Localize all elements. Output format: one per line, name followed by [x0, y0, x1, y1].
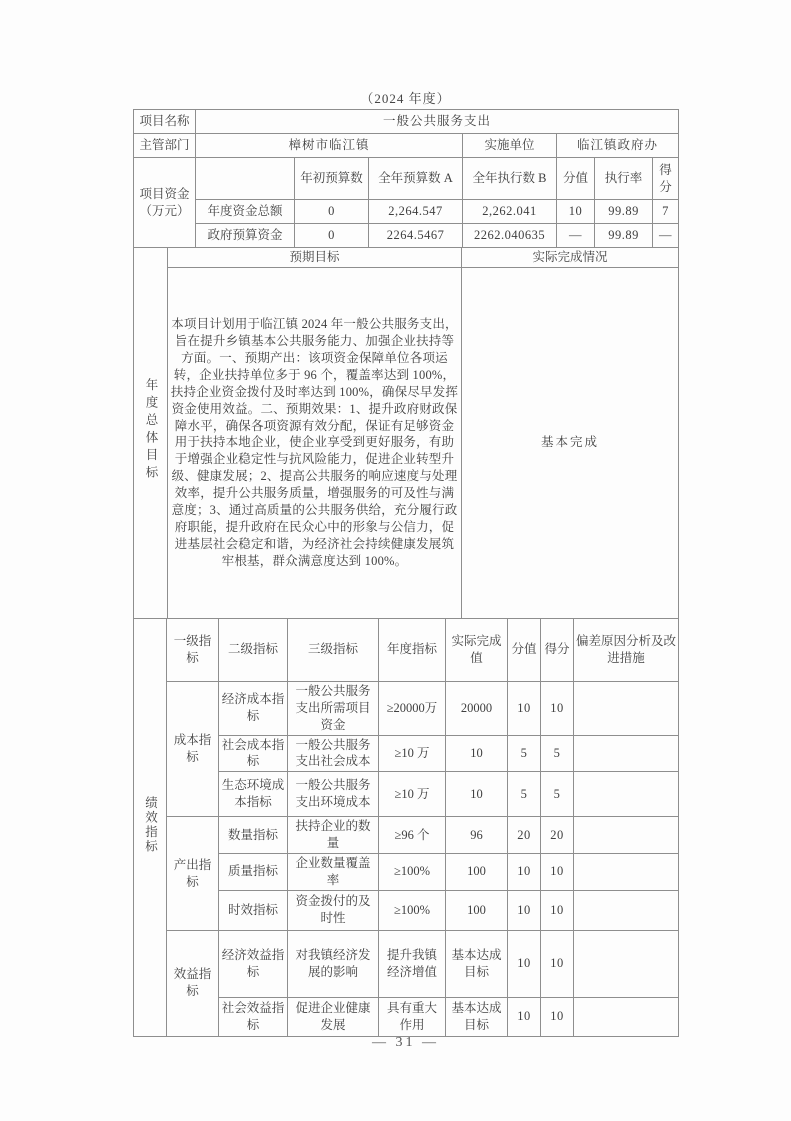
actual-completion-value: 10	[446, 772, 508, 817]
project-name-label: 项目名称	[134, 110, 196, 134]
deviation-cell	[574, 997, 679, 1036]
level1-cost: 成本指标	[167, 681, 219, 816]
score: 10	[541, 681, 574, 735]
annual-goal-label	[134, 248, 168, 619]
actual-completion-value: 20000	[446, 681, 508, 735]
score: 10	[541, 890, 574, 930]
project-name-value: 一般公共服务支出	[196, 110, 679, 134]
level2-indicator: 经济效益指标	[219, 930, 288, 997]
score-value: 10	[508, 854, 541, 891]
level2-indicator: 时效指标	[219, 890, 288, 930]
deviation-cell	[574, 890, 679, 930]
score: 5	[541, 735, 574, 772]
funding-initial-value: 0	[295, 224, 369, 248]
funding-execution-value: 2,262.041	[463, 200, 557, 224]
deviation-cell	[574, 735, 679, 772]
funding-budget-value: 2264.5467	[369, 224, 463, 248]
report-year-title: （2024 年度）	[360, 91, 451, 106]
header-score: 得分	[541, 618, 574, 681]
level2-indicator: 社会效益指标	[219, 997, 288, 1036]
score-value: 5	[508, 772, 541, 817]
indicator-row	[134, 817, 679, 854]
funding-header-execution: 全年执行数 B	[463, 158, 557, 200]
level2-indicator: 生态环境成本指标	[219, 772, 288, 817]
level2-indicator: 数量指标	[219, 817, 288, 854]
actual-completion-header: 实际完成情况	[462, 248, 679, 268]
annual-target-value: ≥100%	[379, 890, 446, 930]
annual-target-value: ≥10 万	[379, 735, 446, 772]
annual-target-value: ≥96 个	[379, 817, 446, 854]
header-score-value: 分值	[508, 618, 541, 681]
level2-indicator: 经济成本指标	[219, 681, 288, 735]
header-deviation: 偏差原因分析及改进措施	[574, 618, 679, 681]
level1-output: 产出指标	[167, 817, 219, 931]
funding-empty-cell	[196, 158, 295, 200]
funding-score-value: 10	[557, 200, 595, 224]
funding-rate-value: 99.89	[595, 200, 653, 224]
funding-score-value: —	[557, 224, 595, 248]
funding-rate-value: 99.89	[595, 224, 653, 248]
header-annual-target: 年度指标	[379, 618, 446, 681]
funding-header-budget: 全年预算数 A	[369, 158, 463, 200]
score: 10	[541, 930, 574, 997]
annual-target-value: 提升我镇经济增值	[379, 930, 446, 997]
deviation-cell	[574, 681, 679, 735]
implement-unit-value: 临江镇政府办	[557, 134, 679, 158]
department-value: 樟树市临江镇	[196, 134, 463, 158]
score: 20	[541, 817, 574, 854]
actual-completion-value: 96	[446, 817, 508, 854]
level3-indicator: 一般公共服务支出社会成本	[288, 735, 379, 772]
annual-goal-label-text: 年度总体目标	[143, 378, 158, 483]
funding-score: 7	[653, 200, 679, 224]
level2-indicator: 质量指标	[219, 854, 288, 891]
score-value: 5	[508, 735, 541, 772]
page-number: — 31 —	[372, 1035, 439, 1050]
score-value: 10	[508, 890, 541, 930]
actual-completion-value: 100	[446, 854, 508, 891]
deviation-cell	[574, 930, 679, 997]
funding-row-name: 政府预算资金	[196, 224, 295, 248]
expected-goal-header: 预期目标	[168, 248, 462, 268]
funding-initial-value: 0	[295, 200, 369, 224]
level3-indicator: 扶持企业的数量	[288, 817, 379, 854]
indicator-row	[134, 930, 679, 997]
level2-indicator: 社会成本指标	[219, 735, 288, 772]
funding-header-rate: 执行率	[595, 158, 653, 200]
score-value: 20	[508, 817, 541, 854]
score-value: 10	[508, 997, 541, 1036]
funding-label: 项目资金（万元）	[134, 158, 196, 248]
annual-target-value: ≥100%	[379, 854, 446, 891]
score-value: 10	[508, 930, 541, 997]
actual-completion-value: 10	[446, 735, 508, 772]
level3-indicator: 一般公共服务支出环境成本	[288, 772, 379, 817]
level1-benefit: 效益指标	[167, 930, 219, 1036]
actual-completion-text: 基本完成	[462, 267, 679, 618]
header-level2: 二级指标	[219, 618, 288, 681]
level3-indicator: 企业数量覆盖率	[288, 854, 379, 891]
expected-goal-text: 本项目计划用于临江镇 2024 年一般公共服务支出，旨在提升乡镇基本公共服务能力、加强企业扶持等方面。一、预期产出：该项资金保障单位各项运转，企业扶持单位多于 96 个，覆盖率达到 100%，扶持企业资金拨付及时率达到 100%，确保尽早发挥资金使用效益。二、预期效果：1、提升政府财政保障水平，确保各项资源有效分配，保证有足够资金用于扶持本地企业，使企业享受到更好服务，有助于增强企业稳定性与抗风险能力，促进企业转型升级、健康发展；2、提高公共服务的响应速度与处理效率，提升公共服务质量，增强服务的可及性与满意度；3、通过高质量的公共服务供给，充分履行政府职能，提升政府在民众心中的形象与公信力，促进基层社会稳定和谐，为经济社会持续健康发展筑牢根基，群众满意度达到 100%。	[168, 267, 462, 618]
annual-target-value: ≥10 万	[379, 772, 446, 817]
funding-header-score: 得分	[653, 158, 679, 200]
header-level1: 一级指标	[167, 618, 219, 681]
implement-unit-label: 实施单位	[463, 134, 557, 158]
indicators-header-row	[134, 618, 679, 681]
score: 5	[541, 772, 574, 817]
department-label: 主管部门	[134, 134, 196, 158]
funding-row-gov-budget	[134, 224, 679, 248]
funding-execution-value: 2262.040635	[463, 224, 557, 248]
level3-indicator: 促进企业健康发展	[288, 997, 379, 1036]
deviation-cell	[574, 854, 679, 891]
deviation-cell	[574, 817, 679, 854]
actual-completion-value: 基本达成目标	[446, 930, 508, 997]
performance-indicators-label-text: 绩效指标	[143, 795, 158, 854]
funding-score: —	[653, 224, 679, 248]
header-level3: 三级指标	[288, 618, 379, 681]
level3-indicator: 一般公共服务支出所需项目资金	[288, 681, 379, 735]
header-actual-value: 实际完成值	[446, 618, 508, 681]
score: 10	[541, 997, 574, 1036]
performance-indicators-label	[134, 618, 167, 1036]
funding-budget-value: 2,264.547	[369, 200, 463, 224]
annual-target-value: 具有重大作用	[379, 997, 446, 1036]
funding-row-total	[134, 200, 679, 224]
funding-header-score-value: 分值	[557, 158, 595, 200]
project-info-funding-table	[133, 109, 679, 248]
score: 10	[541, 854, 574, 891]
score-value: 10	[508, 681, 541, 735]
indicator-row	[134, 681, 679, 735]
performance-report-table	[133, 109, 678, 1037]
actual-completion-value: 100	[446, 890, 508, 930]
performance-indicators-table	[133, 618, 679, 1037]
level3-indicator: 资金拨付的及时性	[288, 890, 379, 930]
actual-completion-value: 基本达成目标	[446, 997, 508, 1036]
annual-target-value: ≥20000万	[379, 681, 446, 735]
funding-header-initial: 年初预算数	[295, 158, 369, 200]
funding-row-name: 年度资金总额	[196, 200, 295, 224]
annual-goal-table	[133, 247, 679, 619]
level3-indicator: 对我镇经济发展的影响	[288, 930, 379, 997]
deviation-cell	[574, 772, 679, 817]
